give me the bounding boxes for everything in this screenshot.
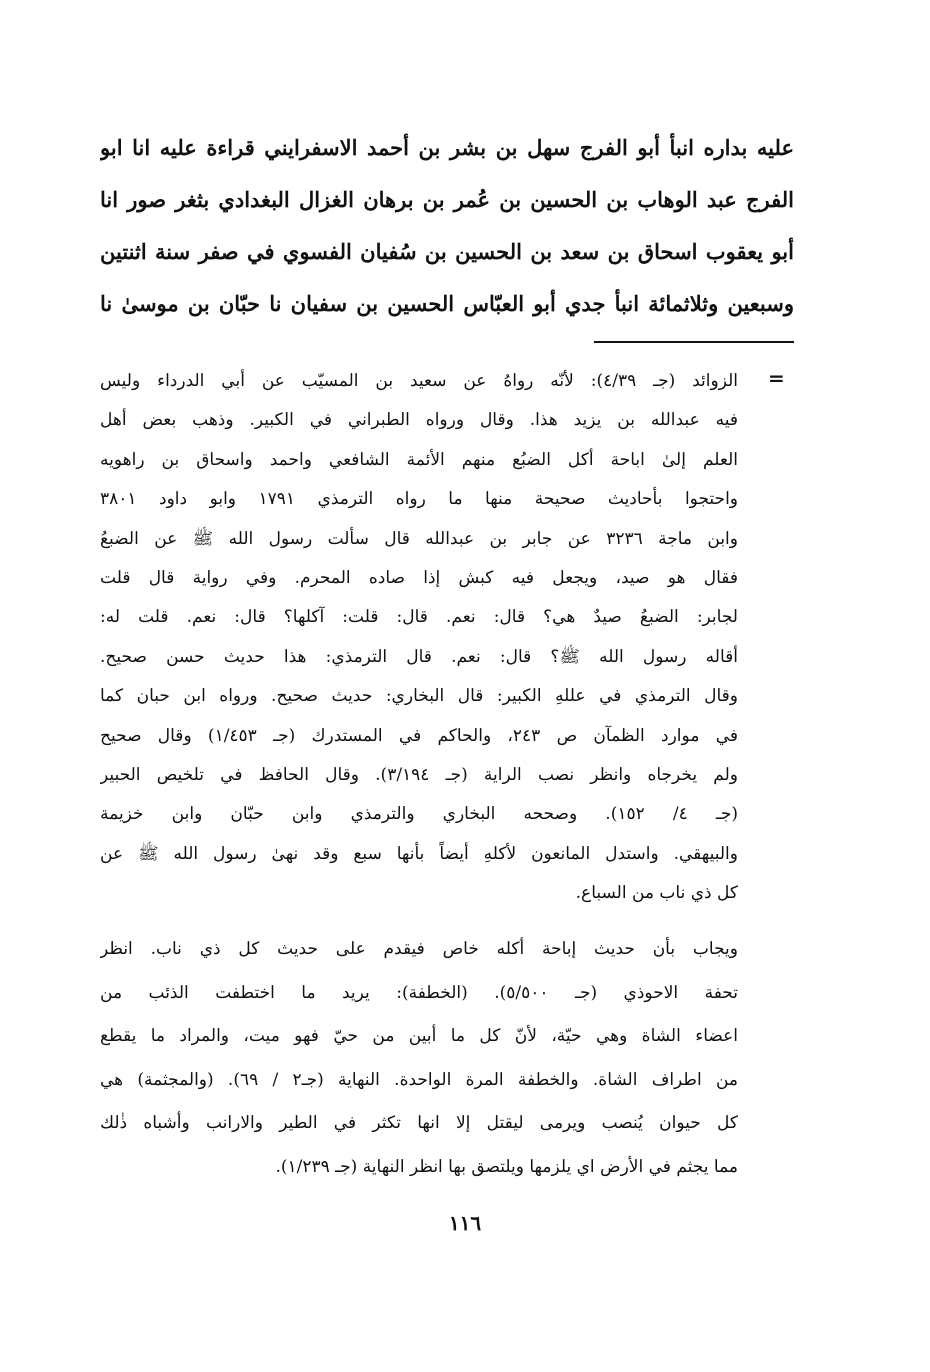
- footnote-line: كل حيوان يُنصب ويرمى ليقتل إلا انها تكثر في الطير والارانب وأشباه ذٰلك: [100, 1113, 738, 1133]
- footnote-line: أقاله رسول الله ﷺ؟ قال: نعم. قال الترمذي: هذا حديث حسن صحيح.: [100, 646, 738, 667]
- main-text-line: عليه بداره انبأ أبو الفرج سهل بن بشر بن أحمد الاسفرايني قراءة عليه انا ابو: [100, 135, 794, 160]
- footnote-line: ولم يخرجاه وانظر نصب الراية (جـ ٣/١٩٤). وقال الحافظ في تلخيص الحبير: [100, 764, 738, 785]
- footnote-line: ويجاب بأن حديث إباحة أكله خاص فيقدم على حديث كل ذي ناب. انظر: [100, 939, 738, 959]
- page-number: ١١٦: [448, 1211, 482, 1235]
- main-text-line: وسبعين وثلاثمائة انبأ جدي أبو العبّاس الحسين بن سفيان نا حبّان بن موسىٰ نا: [100, 291, 794, 316]
- footnote-line: وقال الترمذي في عللهِ الكبير: قال البخاري: حديث صحيح. ورواه ابن حبان كما: [100, 686, 738, 707]
- footnote-line: العلم إلىٰ اباحة أكل الضبُع منهم الأئمة الشافعي واحمد واسحاق بن راهويه: [100, 449, 738, 470]
- main-text-line: أبو يعقوب اسحاق بن سعد بن الحسين بن سُفيان الفسوي في صفر سنة اثنتين: [100, 239, 794, 264]
- footnote-line: من اطراف الشاة. والخطفة المرة الواحدة. النهاية (جـ٢ / ٦٩). (والمجثمة) هي: [100, 1069, 738, 1090]
- footnote-continuation-marker: =: [768, 366, 785, 390]
- footnote-line: واحتجوا بأحاديث صحيحة منها ما رواه الترمذي ١٧٩١ وابو داود ٣٨٠١: [100, 489, 738, 510]
- footnote-line: مما يجثم في الأرض اي يلزمها ويلتصق بها انظر النهاية (جـ ١/٢٣٩).: [275, 1156, 738, 1177]
- footnote-line: تحفة الاحوذي (جـ ٥/٥٠٠). (الخطفة): يريد ما اختطفت الذئب من: [100, 982, 738, 1003]
- footnote-line: لجابر: الضبعُ صيدٌ هي؟ قال: نعم. قال: قلت: آكلها؟ قال: نعم. قلت له:: [100, 607, 738, 628]
- main-text-line: الفرج عبد الوهاب بن الحسين بن عُمر بن برهان الغزال البغدادي بثغر صور انا: [100, 187, 794, 212]
- footnote-line: فقال هو صيد، ويجعل فيه كبش إذا صاده المحرم. وفي رواية قال قلت: [100, 567, 738, 588]
- footnote-line: فيه عبدالله بن يزيد هذا. وقال ورواه الطبراني في الكبير. وذهب بعض أهل: [100, 410, 738, 431]
- footnote-line: والبيهقي. واستدل المانعون لأكلهِ أيضاً بأنها سبع وقد نهىٰ رسول الله ﷺ عن: [100, 843, 738, 864]
- footnote-line: وابن ماجة ٣٢٣٦ عن جابر بن عبدالله قال سألت رسول الله ﷺ عن الضبعُ: [100, 528, 738, 549]
- footnote-line: كل ذي ناب من السباع.: [575, 883, 738, 904]
- footnote-line: الزوائد (جـ ٤/٣٩): لأنّه رواهُ عن سعيد بن المسيّب عن أبي الدرداء وليس: [100, 371, 738, 391]
- footnote-line: اعضاء الشاة وهي حيّة، لأنّ كل ما أبين من حيّ فهو ميت، والمراد ما يقطع: [100, 1026, 738, 1046]
- footnote-line: (جـ ٤/ ١٥٢). وصححه البخاري والترمذي وابن حبّان وابن خزيمة: [100, 804, 738, 825]
- footnote-paragraph: [100, 928, 738, 1189]
- footnote-separator: [594, 341, 794, 343]
- main-text-block: [100, 122, 794, 330]
- footnote-paragraph: [100, 362, 738, 913]
- footnote-line: في موارد الظمآن ص ٢٤٣، والحاكم في المستدرك (جـ ١/٤٥٣) وقال صحيح: [100, 725, 738, 746]
